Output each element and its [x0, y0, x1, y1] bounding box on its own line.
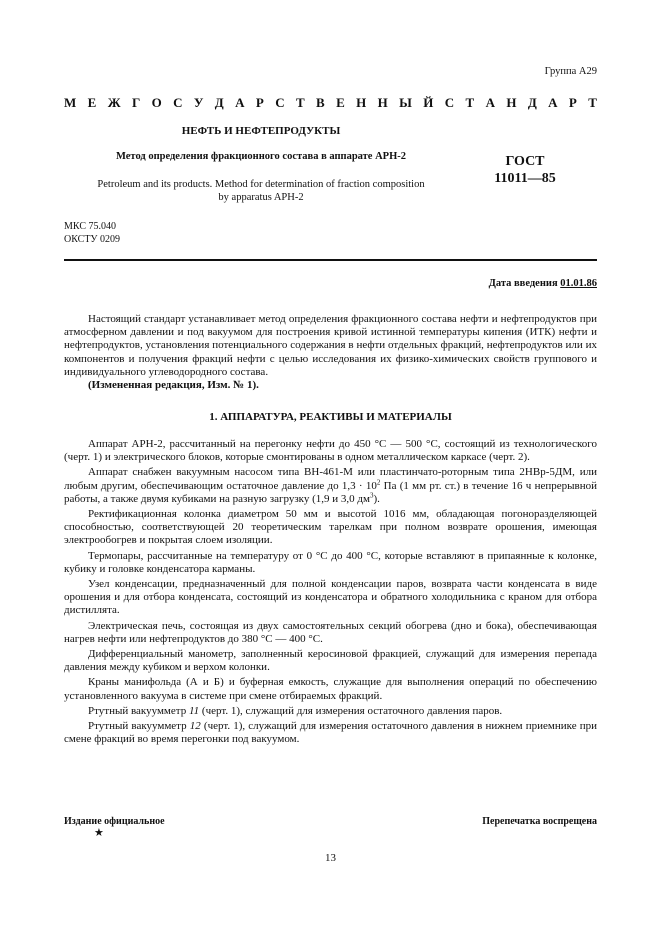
heading-letter: С [275, 95, 285, 110]
heading-letter: А [235, 95, 245, 110]
paragraph-apparatus: Аппарат АРН-2, рассчитанный на перегонку нефти до 450 °С — 500 °С, состоящий из технологического (черт. 1) и электрического блоков, которые смонтированы в одном металлическом каркасе (черт. 2). [64, 438, 597, 464]
heading-letter: В [316, 95, 325, 110]
interstate-standard-heading [64, 95, 597, 111]
heading-letter: Р [568, 95, 577, 110]
star-icon: ★ [94, 827, 104, 839]
english-title-line1: Petroleum and its products. Method for determination of fraction composition [97, 179, 425, 190]
edition-note: (Измененная редакция, Изм. № 1). [88, 379, 259, 392]
english-title-line2: by apparatus APH-2 [218, 192, 304, 203]
heading-letter: У [193, 95, 204, 110]
heading-letter: Г [131, 95, 141, 110]
heading-letter: А [485, 95, 495, 110]
section-1-heading: 1. АППАРАТУРА, РЕАКТИВЫ И МАТЕРИАЛЫ [209, 411, 452, 423]
heading-letter: Н [377, 95, 388, 110]
paragraph-thermocouples: Термопары, рассчитанные на температуру от 0 °С до 400 °С, которые вставляют в припаянные к колонке, кубику и головке конденсатора карманы. [64, 549, 597, 575]
paragraph-vacuum-pump: Аппарат снабжен вакуумным насосом типа ВН-461-М или пластинчато-роторным типа 2НВр-5ДМ, или любым другим, обеспечивающим остаточное давление до $1,3 \cdot 10^2$ Па (1 мм рт. ст.) в течение 16 ч непрерывной работы, а также двумя кубиками на разную загрузку (1,9 и 3,0 $дм^3$). [64, 466, 597, 505]
reprint-prohibited-label: Перепечатка воспрещена [482, 816, 597, 827]
paragraph-vacuummeter-12: Ртутный вакуумметр 12 (черт. 1), служащий для измерения остаточного давления в нижнем приемнике при смене фракций во время перегонки под вакуумом. [64, 720, 597, 746]
paragraph-manifold: Краны манифольда (А и Б) и буферная емкость, служащие для выполнения операций по обеспечению установленного вакуума в системе при смене отбираемых фракций. [64, 676, 597, 702]
gost-number: 11011—85 [494, 171, 556, 186]
mks-code: МКС 75.040 [64, 221, 116, 232]
gost-designation [470, 153, 580, 187]
heading-letter: Т [465, 95, 475, 110]
heading-letter: Н [506, 95, 517, 110]
date-value: 01.01.86 [560, 278, 597, 289]
heading-letter: Т [588, 95, 597, 110]
paragraph-condenser: Узел конденсации, предназначенный для полной конденсации паров, возврата части конденсата в виде орошения и для отбора конденсата, состоящий из конденсатора и обратного холодильника с краном для отбора дистиллята. [64, 578, 597, 617]
english-title [64, 178, 458, 204]
intro-paragraph: Настоящий стандарт устанавливает метод определения фракционного состава нефти и нефтепродуктов при атмосферном давлении и под вакуумом для построения кривой истинной температуры кипения (ИТК) нефти и нефтепродуктов, установления потенциального содержания в нефти отдельных фракций, нефтепродуктов или их компонентов и получения фракций нефти с целью исследования их физико-химических свойств группового и индивидуального углеводородного состава. [64, 313, 597, 378]
heading-letter: Ж [107, 95, 121, 110]
paragraph-furnace: Электрическая печь, состоящая из двух самостоятельных секций обогрева (дно и бока), обеспечивающая нагрев нефти или нефтепродуктов до 380 °С — 400 °С. [64, 619, 597, 645]
heading-letter: Ы [399, 95, 412, 110]
heading-letter: С [444, 95, 455, 110]
classification-codes [64, 220, 120, 246]
header-divider [64, 259, 597, 261]
heading-letter: М [64, 95, 77, 110]
date-label: Дата введения [488, 278, 558, 289]
page-number: 13 [325, 852, 336, 864]
heading-letter: Е [336, 95, 345, 110]
okstu-code: ОКСТУ 0209 [64, 234, 121, 245]
section-1-body [64, 438, 597, 748]
paragraph-column: Ректификационная колонка диаметром 50 мм и высотой 1016 мм, обладающая погоноразделяющей способностью, соответствующей 20 теоретическим тарелкам при полном возврате орошения, имеющая электрообогрев и покрытая слоем изоляции. [64, 508, 597, 547]
group-code: Группа А29 [544, 66, 597, 77]
official-edition-label: Издание официальное [64, 816, 165, 827]
heading-letter: Д [214, 95, 224, 110]
heading-letter: С [173, 95, 183, 110]
heading-letter: Д [527, 95, 537, 110]
heading-letter: О [151, 95, 162, 110]
intro-section [64, 313, 597, 392]
document-title: НЕФТЬ И НЕФТЕПРОДУКТЫ [181, 125, 341, 137]
gost-label: ГОСТ [505, 154, 545, 169]
introduction-date [489, 278, 597, 289]
heading-letter: Р [255, 95, 264, 110]
heading-letter: Е [87, 95, 97, 110]
document-subtitle: Метод определения фракционного состава в аппарате АРН-2 [116, 151, 406, 162]
heading-letter: Й [423, 95, 434, 110]
heading-letter: А [548, 95, 558, 110]
heading-letter: Н [356, 95, 367, 110]
paragraph-manometer: Дифференциальный манометр, заполненный керосиновой фракцией, служащий для измерения перепада давления между кубиком и верхом колонки. [64, 648, 597, 674]
paragraph-vacuummeter-11: Ртутный вакуумметр 11 (черт. 1), служащий для измерения остаточного давления паров. [88, 704, 503, 717]
heading-letter: Т [295, 95, 305, 110]
